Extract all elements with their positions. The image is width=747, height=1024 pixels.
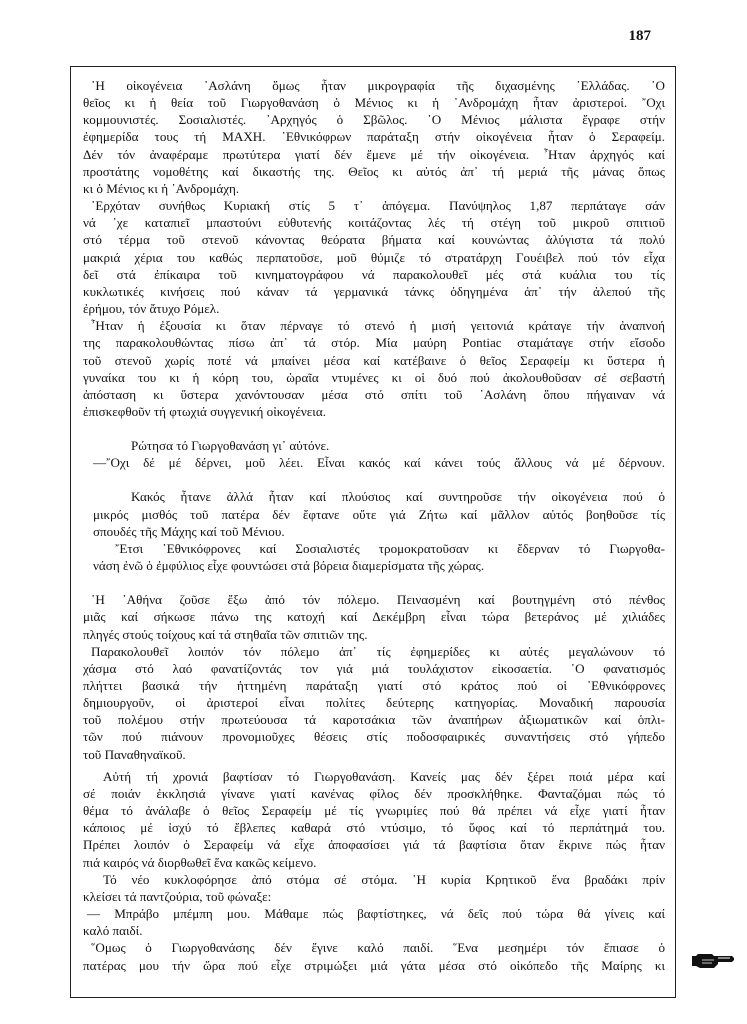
text-line: σέ ποιάν ἐκκλησιά γίνανε γιατί κανένας φίλος δέν προσκλήθηκε. Φανταζόμαι πώς τό (83, 785, 665, 801)
text-line: Δέν τόν ἀναφέραμε πρωτύτερα γιατί δέν ἔμενε μέ τήν οἰκογένεια. ῏Ηταν ἀρχηγός καί (83, 146, 665, 162)
paragraph (83, 540, 665, 574)
text-line: ῞Ομως ὁ Γιωργοθανάσης δέν ἔγινε καλό παιδί. ῞Ενα μεσημέρι τόν ἔπιασε ὁ (91, 940, 665, 956)
paragraph (83, 939, 665, 973)
paragraph (83, 871, 665, 905)
text-line: κάποιος μέ ἰσχύ τό ἔβλεπες καθαρά στό ντύσιμο, τό ὕφος καί τό περπάτημά του. (83, 820, 665, 836)
text-line: χάσμα στό λαό φανατίζοντάς τον γιά μιά τουλάχιστον εἰκοσαετία. ῾Ο φανατισμός (83, 660, 665, 676)
text-line: θεῖος κι ἡ θεία τοῦ Γιωργοθανάση ὁ Μένιος κι ἡ ᾿Ανδρομάχη ἦταν ἀριστεροί. ῎Οχι (83, 95, 665, 111)
text-line: κυκλωτικές κινήσεις πού κάναν τά γερμανικά τάνκς ὁδηγημένα ἀπ᾿ τήν ἀλεπού τῆς (83, 283, 665, 299)
text-line: στό τέρμα τοῦ στενοῦ κάνοντας θεόρατα βήματα καί κουνώντας ἀλύγιστα τά πολύ (83, 232, 665, 248)
text-line: προστάτης νομοθέτης καί δικαστής της. Θεῖος κι αὐτός ἀπ᾿ τή μεριά τῆς μάνας ὅπως (83, 163, 665, 179)
text-line: νάση ἐνῶ ὁ ἐμφύλιος εἶχε φουντώσει στά βόρεια διαμερίσματα τῆς χώρας. (93, 558, 485, 574)
dialogue-line: — Μπράβο μπέμπη μου. Μάθαμε πώς βαφτίστηκες, νά δεῖς πού τώρα θά γίνεις καί (87, 906, 665, 922)
text-line: Τό νέο κυκλοφόρησε ἀπό στόμα σέ στόμα. ῾Η κυρία Κρητικοῦ ἕνα βραδάκι πρίν (103, 871, 665, 887)
text-line: ἐρήμου, τόν ἄτυχο Ρόμελ. (83, 301, 220, 317)
paragraph (83, 197, 665, 317)
text-frame (70, 66, 676, 998)
paragraph (83, 591, 665, 642)
text-line: μικρός μισθός τοῦ πατέρα δέν ἔφτανε οὔτε γιά Ζήτω καί μᾶλλον αὐτός βοηθοῦσε τίς (93, 506, 665, 522)
text-line: γυναίκα του κι ἡ κόρη του, ὡραῖα ντυμένες κι οἱ δυό πού ἀκολουθοῦσαν σέ σεβαστή (83, 369, 665, 385)
pointing-hand-icon (690, 950, 736, 972)
paragraph (83, 643, 665, 763)
text-line: Κακός ἦτανε ἀλλά ἦταν καί πλούσιος καί συντηροῦσε τήν οἰκογένεια πού ὁ (131, 489, 665, 505)
text-line: δημιουργοῦν, οἱ ἀριστεροί εἶναι πολίτες δεύτερης κατηγορίας. Μοναδική παρουσία (83, 695, 665, 711)
paragraph (83, 77, 665, 197)
text-line: νά ᾿χε καταπιεῖ μπαστούνι εὐθυτενής κοιτάζοντας λές τή στέγη τοῦ μικροῦ σπιτιοῦ (83, 215, 665, 231)
text-line: τοῦ πολέμου στήν πρωτεύουσα τά καροτσάκια τῶν ἀναπήρων ἀξιωματικῶν καί ὁπλι- (83, 712, 665, 728)
paragraph (83, 905, 665, 939)
paragraph (83, 488, 665, 539)
text-line: τοῦ Παναθηναϊκοῦ. (83, 746, 186, 762)
text-line: τοῦ στενοῦ χωρίς ποτέ νά μπαίνει μέσα καί κατέβαινε ὁ θεῖος Σεραφείμ κι ὕστερα ἡ (83, 352, 665, 368)
text-line: τῶν πού πιάνουν προνομιοῦχες θέσεις στίς ποδοσφαιρικές συναντήσεις στό γήπεδο (83, 729, 665, 745)
text-line: της παρακολουθώντας πίσω ἀπ᾿ τά στόρ. Μία μαύρη Pontiac σταμάταγε στήν εἴσοδο (83, 335, 665, 351)
text-line: ἐπισκεφθοῦν τή φτωχιά συγγενική οἰκογένεια. (83, 403, 326, 419)
paragraph (83, 437, 665, 471)
paragraph (83, 768, 665, 871)
text-line: μιᾶς καί σήκωσε πάνω της κατοχή καί Δεκέμβρη εἶναι τώρα βετεράνος μέ χιλιάδες (83, 609, 665, 625)
text-line: πιά καιρός νά διορθωθεῖ ἕνα κακῶς κείμενο. (83, 854, 317, 870)
text-line: ῾Η ᾿Αθήνα ζοῦσε ἔξω ἀπό τόν πόλεμο. Πεινασμένη καί βουτηγμένη στό πένθος (91, 592, 665, 608)
text-line: ἐφημερίδα τους τή ΜΑΧΗ. ᾿Εθνικόφρων παράταξη στήν οἰκογένεια ἦταν ὁ Σεραφείμ. (83, 129, 665, 145)
text-line: πληγές στούς τοίχους καί τά στηθαῖα τῶν σπιτιῶν της. (83, 626, 368, 642)
text-line: μακριά χέρια του καθώς περπατοῦσε, μοῦ θύμιζε τό στρατάρχη Γουέιβελ πού τόν εἶχα (83, 249, 665, 265)
paragraph (83, 317, 665, 420)
text-line: πατέρας μου τήν ὥρα πού εἶχε στριμώξει μιά γάτα μέσα στό οἰκόπεδο τῆς Μαίρης κι (83, 957, 665, 973)
text-line: Ρώτησα τό Γιωργοθανάση γι᾿ αὐτόνε. (131, 438, 330, 454)
text-line: θέμα τό ἀνάλαβε ὁ θεῖος Σεραφείμ μέ τίς γνωριμίες πού θά πρέπει νά εἶχε γιατί ἦταν (83, 803, 665, 819)
text-line: Παρακολουθεῖ λοιπόν τόν πόλεμο ἀπ᾿ τίς ἐφημερίδες κι αὐτές μεγαλώνουν τό (91, 643, 665, 659)
page-number: 187 (628, 28, 651, 44)
text-line: ῏Ηταν ἡ ἐξουσία κι ὅταν πέρναγε τό στενό ἡ μισή γειτονιά κράταγε τήν ἀναπνοή (91, 318, 665, 334)
text-line: ῎Ετσι ᾿Εθνικόφρονες καί Σοσιαλιστές τρομοκρατοῦσαν κι ἔδερναν τό Γιωργοθα- (115, 540, 665, 556)
text-line: πλήττει βασικά τήν ἡττημένη παράταξη γιατί στό κράτος πού οἱ ᾿Εθνικόφρονες (83, 678, 665, 693)
dialogue-line: —῎Οχι δέ μέ δέρνει, μοῦ λέει. Εἶναι κακός καί κάνει τούς ἄλλους νά μέ δέρνουν. (93, 455, 665, 471)
text-line: καλό παιδί. (83, 923, 143, 939)
text-line: σπουδές τῆς Μάχης καί τοῦ Μένιου. (93, 523, 285, 539)
text-line: Αὐτή τή χρονιά βαφτίσαν τό Γιωργοθανάση. Κανείς μας δέν ξέρει ποιά μέρα καί (103, 768, 665, 784)
text-line: Πρέπει λοιπόν ὁ Σεραφείμ νά εἶχε ἀποφασίσει γιά τά βαφτίσια ὅταν ἔκρινε πώς ἦταν (83, 837, 665, 853)
text-line: ᾿Ερχόταν συνήθως Κυριακή στίς 5 τ᾿ ἀπόγεμα. Πανύψηλος 1,87 περπάταγε σάν (91, 198, 665, 214)
text-line: δεῖ στά ἐπίκαιρα τοῦ κινηματογράφου νά παρακολουθεῖ μές στά κυάλια του τίς (83, 266, 665, 282)
text-line: κομμουνιστές. Σοσιαλιστές. ᾿Αρχηγός ὁ Σβῶλος. ῾Ο Μένιος μάλιστα ἔγραφε στήν (83, 112, 665, 128)
text-line: κι ὁ Μένιος κι ἡ ᾿Ανδρομάχη. (83, 180, 240, 196)
text-line: κλείσει τά παντζούρια, τοῦ φώναξε: (83, 888, 272, 904)
text-line: ἀπόσταση κι ὕστερα χανόντουσαν μέσα στό σπίτι τοῦ ᾿Ασλάνη ὅπου πήγαιναν νά (83, 386, 665, 402)
text-line: ᾿Η οἰκογένεια ᾿Ασλάνη ὅμως ἦταν μικρογραφία τῆς διχασμένης ᾿Ελλάδας. ῾Ο (91, 78, 665, 93)
